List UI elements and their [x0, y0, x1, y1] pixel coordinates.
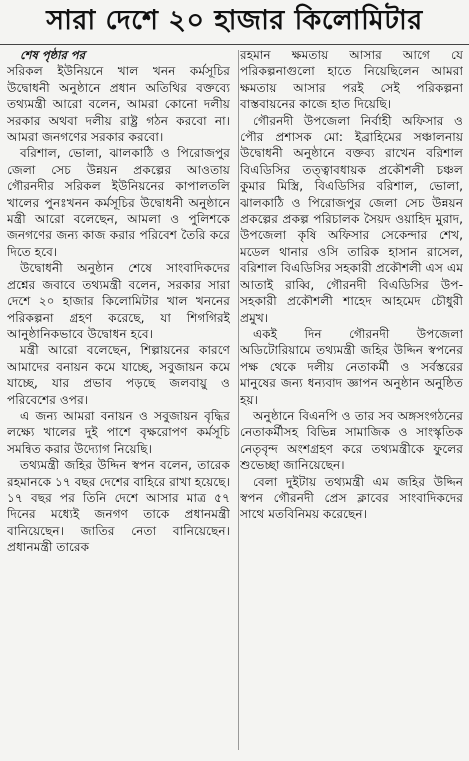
headline: সারা দেশে ২০ হাজার কিলোমিটার [0, 0, 469, 45]
paragraph: রহমান ক্ষমতায় আসার আগে যে পরিকল্পনাগুলো হাতে নিয়েছিলেন আমরা ক্ষমতায় আসার পরই সেই পরিকল্পনা বাস্তবায়নের কাজে হাত দিয়েছি। [240, 48, 463, 112]
paragraph: অনুষ্ঠানে বিএনপি ও তার সব অঙ্গসংগঠনের নেতাকর্মীসহ বিভিন্ন সামাজিক ও সাংস্কৃতিক নেতৃবৃন্দ অংশগ্রহণ করে তথ্যমন্ত্রীকে ফুলের শুভেচ্ছা জানিয়েছেন। [240, 408, 463, 473]
paragraph: মন্ত্রী আরো বলেছেন, শিল্পায়নের কারণে আমাদের বনায়ন কমে যাচ্ছে, সবুজায়ন কমে যাচ্ছে, যার প্রভাব পড়ছে জলবায়ু ও পরিবেশের ওপর। [7, 343, 230, 407]
paragraph: তথ্যমন্ত্রী জহির উদ্দিন স্বপন বলেন, তারেক রহমানকে ১৭ বছর দেশের বাহিরে রাখা হয়েছে। ১৭ বছর পর তিনি দেশে আসার মাত্র ৫৭ দিনের মধ্যেই জনগণ তাকে প্রধানমন্ত্রী বানিয়েছেন। জাতির নেতা বানিয়েছেন। প্রধানমন্ত্রী তারেক [7, 458, 230, 555]
continued-from-label: শেষ পৃষ্ঠার পর [20, 48, 85, 62]
paragraph: বেলা দুইটায় তথ্যমন্ত্রী এম জহির উদ্দিন স্বপন গৌরনদী প্রেস ক্লাবের সাংবাদিকদের সাথে মতবিনিময় করেছেন। [240, 474, 463, 522]
paragraph: বরিশাল, ভোলা, ঝালকাঠি ও পিরোজপুর জেলা সেচ উন্নয়ন প্রকল্পের আওতায় গৌরনদীর সরিকল ইউনিয়নের কাপালতলি খালের পুনঃখনন কর্মসূচির উদ্বোধনী অনুষ্ঠানে মন্ত্রী আরো বলেছেন, আমলা ও পুলিশকে জনগণের জন্য কাজ করার পরিবেশ তৈরি করে দিতে হবে। [7, 146, 230, 259]
right-column [240, 47, 463, 755]
paragraph: এ জন্য আমরা বনায়ন ও সবুজায়ন বৃদ্ধির লক্ষ্যে খালের দুই পাশে বৃক্ষরোপণ কর্মসূচি সমন্বিত করার উদ্যোগ নিয়েছি। [7, 408, 230, 456]
paragraph: একই দিন গৌরনদী উপজেলা অডিটোরিয়ামে তথ্যমন্ত্রী জহির উদ্দিন স্বপনের পক্ষ থেকে দলীয় নেতাকর্মী ও সর্বস্তরের মানুষের জন্য ধন্যবাদ জ্ঞাপন অনুষ্ঠান অনুষ্ঠিত হয়। [240, 326, 463, 407]
article-body [7, 47, 463, 755]
paragraph: গৌরনদী উপজেলা নির্বাহী অফিসার ও পৌর প্রশাসক মো: ইব্রাহিমের সঞ্চালনায় উদ্বোধনী অনুষ্ঠানে বক্তব্য রাখেন বরিশাল বিএডিসির তত্ত্বাবধায়ক প্রকৌশলী চঞ্চল কুমার মিস্ত্রি, বিএডিসির বরিশাল, ভোলা, ঝালকাঠি ও পিরোজপুর জেলা সেচ উন্নয়ন প্রকল্পের প্রকল্প পরিচালক সৈয়দ ওয়াহিদ মুরাদ, উপজেলা কৃষি অফিসার সেকেন্দার শেখ, মডেল থানার ওসি তারিক হাসান রাসেল, বরিশাল বিএডিসির সহকারী প্রকৌশলী এস এম আতাই রাব্বি, গৌরনদী বিএডিসির উপ-সহকারী প্রকৌশলী শাহেদ আহমেদ চৌধুরী প্রমুখ। [240, 113, 463, 325]
paragraph: সরিকল ইউনিয়নে খাল খনন কর্মসূচির উদ্বোধনী অনুষ্ঠানে প্রধান অতিথির বক্তব্যে তথ্যমন্ত্রী আরো বলেন, আমরা কোনো দলীয় সরকার অথবা দলীয় রাষ্ট্র গঠন করবো না। আমরা জনগণের সরকার করবো। [7, 64, 230, 145]
left-column [7, 47, 230, 755]
paragraph: উদ্বোধনী অনুষ্ঠান শেষে সাংবাদিকদের প্রশ্নের জবাবে তথ্যমন্ত্রী বলেন, সরকার সারা দেশে ২০ হাজার কিলোমিটার খাল খননের পরিকল্পনা গ্রহণ করেছে, যা শিগগিরই আনুষ্ঠানিকভাবে উদ্বোধন হবে। [7, 261, 230, 341]
page-bottom-edge [0, 755, 469, 761]
